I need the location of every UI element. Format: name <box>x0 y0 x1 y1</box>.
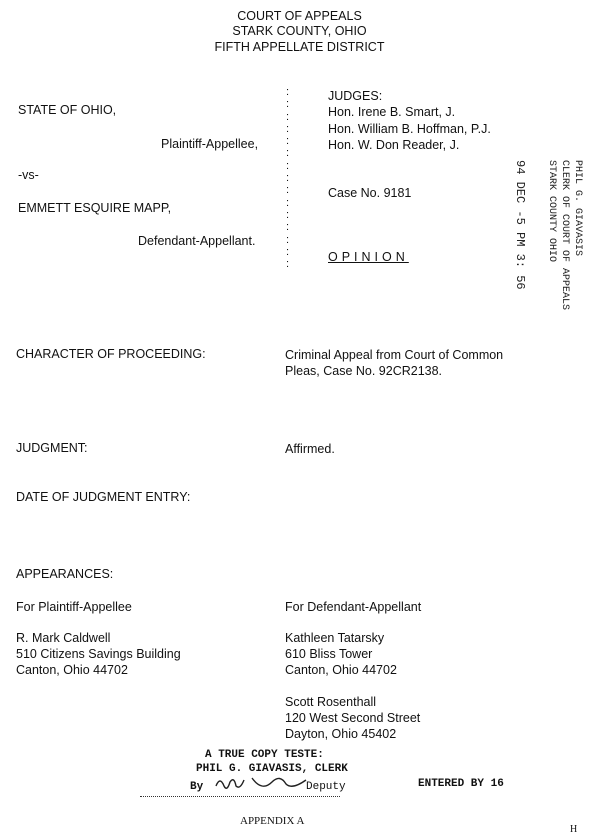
plaintiff-counsel-name: R. Mark Caldwell <box>16 631 111 645</box>
defendant-counsel-1-name: Kathleen Tatarsky <box>285 631 385 645</box>
district-name: FIFTH APPELLATE DISTRICT <box>214 40 385 54</box>
proceeding-label: CHARACTER OF PROCEEDING: <box>16 347 206 361</box>
proceeding-value-2: Pleas, Case No. 92CR2138. <box>285 364 443 378</box>
defendant-name: EMMETT ESQUIRE MAPP, <box>18 201 172 215</box>
clerk-stamp-line2: CLERK OF COURT OF APPEALS <box>559 160 570 311</box>
clerk-name-stamp: PHIL G. GIAVASIS, CLERK <box>196 763 348 775</box>
deputy-signature <box>212 772 312 794</box>
judges-heading: JUDGES: <box>328 89 383 103</box>
plaintiff-name: STATE OF OHIO, <box>18 103 117 117</box>
plaintiff-counsel-city: Canton, Ohio 44702 <box>16 663 128 677</box>
defendant-counsel-1-address: 610 Bliss Tower <box>285 647 373 661</box>
court-name: COURT OF APPEALS <box>237 9 362 23</box>
appendix-label: APPENDIX A <box>240 815 305 827</box>
defendant-role: Defendant-Appellant. <box>138 234 256 248</box>
defendant-counsel-1-city: Canton, Ohio 44702 <box>285 663 397 677</box>
clerk-stamp-line3: STARK COUNTY OHIO <box>546 160 557 263</box>
county-name: STARK COUNTY, OHIO <box>232 24 367 38</box>
defendant-counsel-2-address: 120 West Second Street <box>285 711 421 725</box>
plaintiff-counsel-heading: For Plaintiff-Appellee <box>16 600 132 614</box>
judge-1: Hon. Irene B. Smart, J. <box>328 105 456 119</box>
date-entry-label: DATE OF JUDGMENT ENTRY: <box>16 490 191 504</box>
opinion-title: OPINION <box>328 250 409 264</box>
judge-3: Hon. W. Don Reader, J. <box>328 138 460 152</box>
defendant-counsel-heading: For Defendant-Appellant <box>285 600 422 614</box>
proceeding-value-1: Criminal Appeal from Court of Common <box>285 348 504 362</box>
versus: -vs- <box>18 168 39 182</box>
plaintiff-counsel-address: 510 Citizens Savings Building <box>16 647 181 661</box>
entered-by-stamp: ENTERED BY 16 <box>418 778 504 790</box>
true-copy-stamp: A TRUE COPY TESTE: <box>205 749 324 761</box>
signature-line <box>140 796 340 797</box>
deputy-label: Deputy <box>306 781 346 793</box>
judge-2: Hon. William B. Hoffman, P.J. <box>328 122 491 136</box>
appearances-heading: APPEARANCES: <box>16 567 114 581</box>
filing-date-stamp: 94 DEC -5 PM 3: 56 <box>513 160 527 290</box>
plaintiff-role: Plaintiff-Appellee, <box>161 137 259 151</box>
judgment-value: Affirmed. <box>285 442 335 456</box>
caption-divider: : : : : : : : : : : : : : : : <box>286 86 290 271</box>
case-number: Case No. 9181 <box>328 186 412 200</box>
by-label: By <box>190 781 204 793</box>
corner-mark: H <box>570 824 578 835</box>
defendant-counsel-2-city: Dayton, Ohio 45402 <box>285 727 397 741</box>
clerk-stamp-line1: PHIL G. GIAVASIS <box>572 160 583 257</box>
defendant-counsel-2-name: Scott Rosenthall <box>285 695 377 709</box>
judgment-label: JUDGMENT: <box>16 441 88 455</box>
